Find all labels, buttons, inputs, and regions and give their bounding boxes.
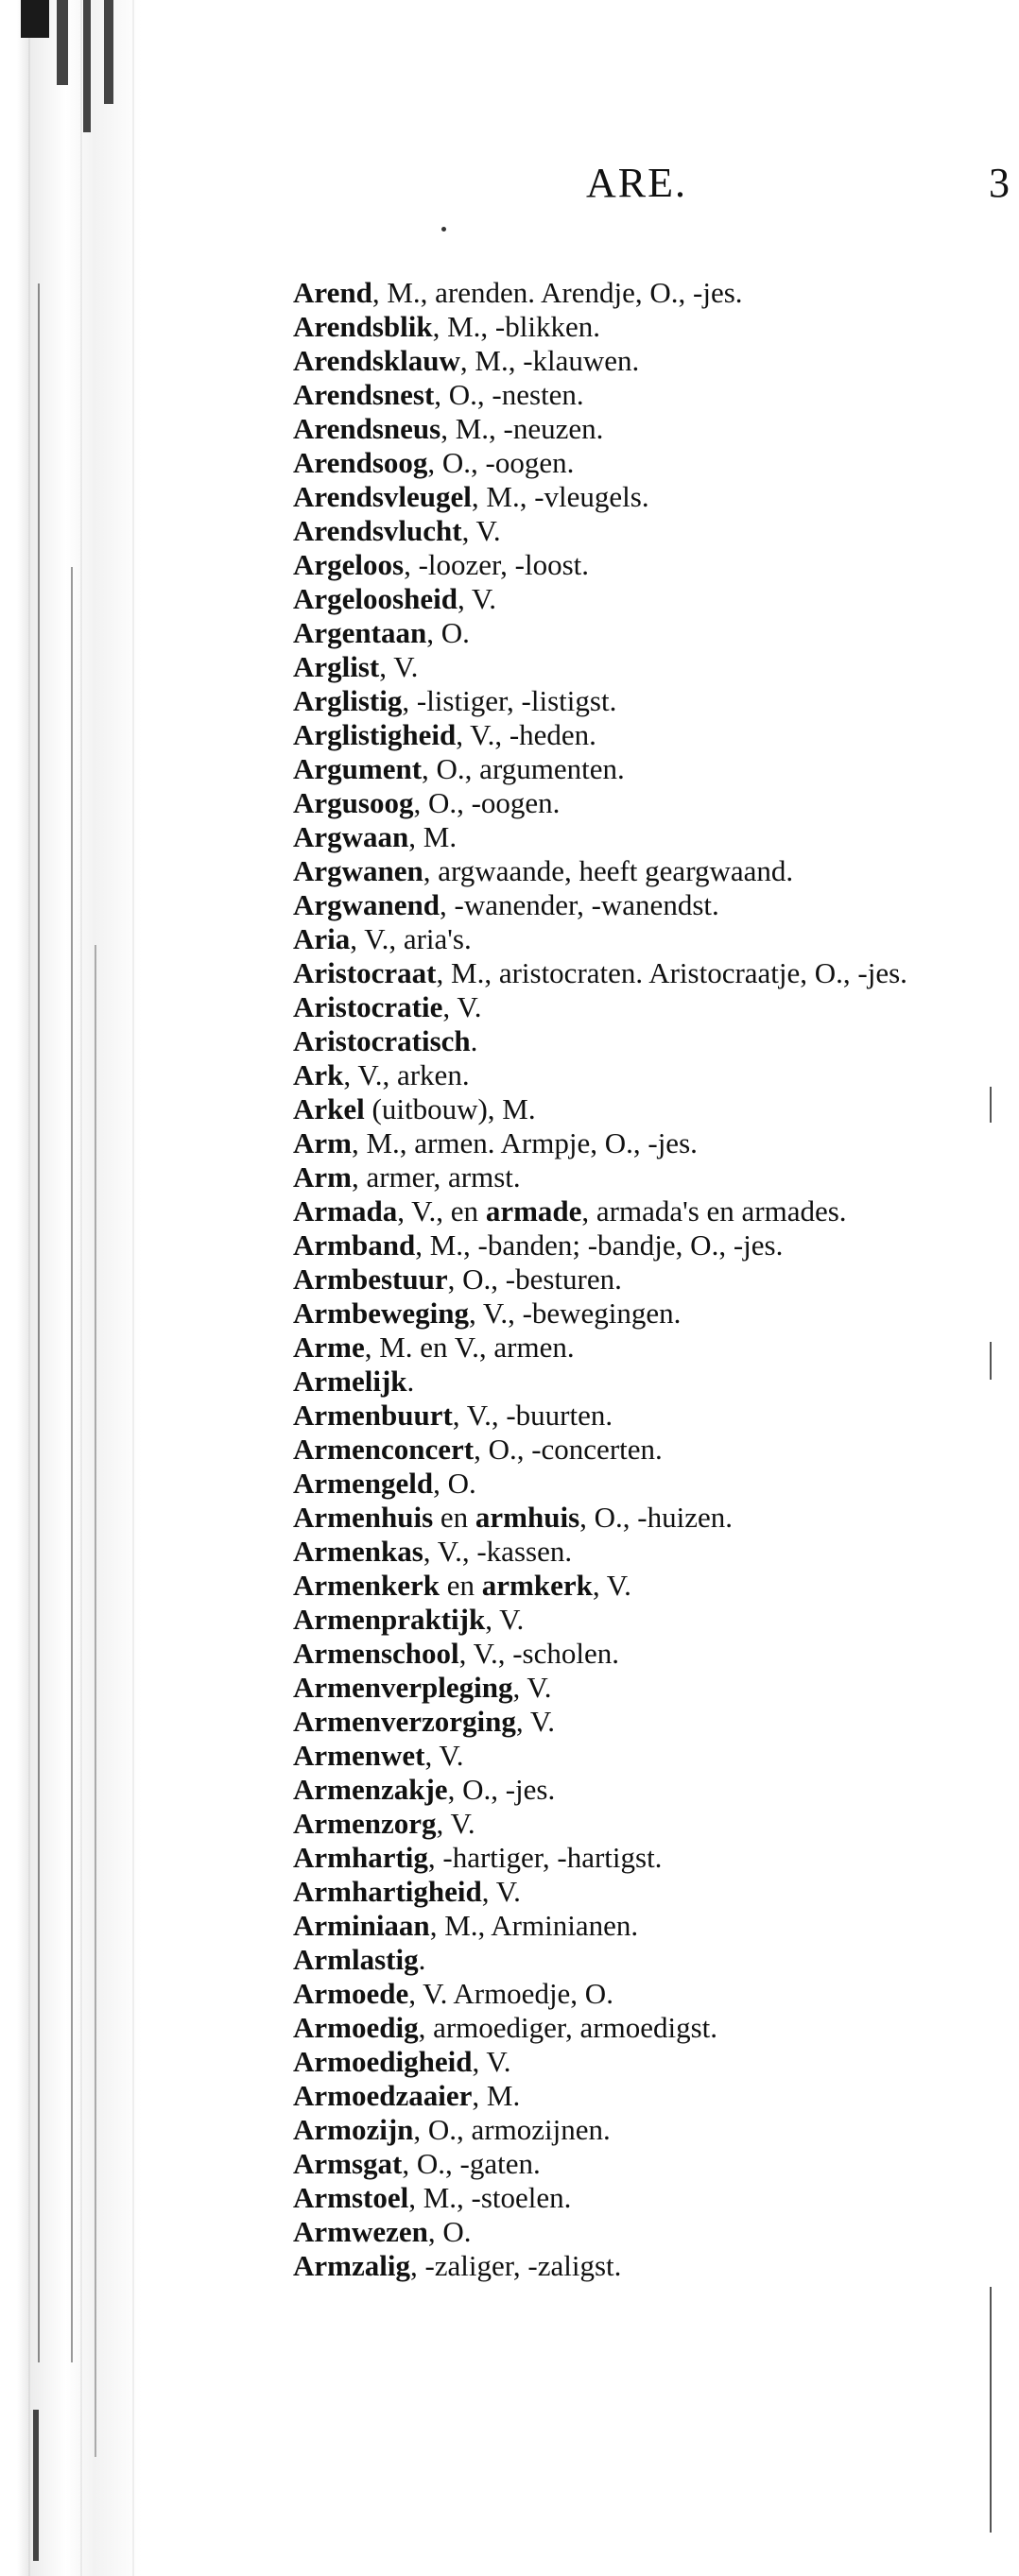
entry-definition: , V. bbox=[481, 1875, 521, 1908]
entry-definition: , O. bbox=[433, 1467, 476, 1500]
dictionary-entry bbox=[293, 548, 988, 582]
entry-definition: , V., -heden. bbox=[456, 718, 596, 751]
entry-headword: Argwanen bbox=[293, 854, 423, 887]
dictionary-entry bbox=[293, 1194, 988, 1228]
dictionary-entry bbox=[293, 310, 988, 344]
dictionary-entry bbox=[293, 1637, 988, 1671]
entry-definition: , armada's en armades. bbox=[581, 1194, 847, 1228]
entry-headword: Armwezen bbox=[293, 2215, 428, 2248]
entry-headword: Armoedig bbox=[293, 2011, 419, 2044]
entry-headword: Armzalig bbox=[293, 2249, 410, 2282]
dictionary-entry bbox=[293, 888, 988, 922]
entry-headword: Argwanend bbox=[293, 888, 440, 921]
entry-headword: Armband bbox=[293, 1228, 416, 1262]
entry-headword: Armenschool bbox=[293, 1637, 459, 1670]
dictionary-entry bbox=[293, 1126, 988, 1160]
entry-definition: , -zaliger, -zaligst. bbox=[409, 2249, 622, 2282]
entry-definition: , V. bbox=[592, 1569, 631, 1602]
entry-definition: . bbox=[406, 1365, 415, 1398]
entry-definition: , V. Armoedje, O. bbox=[408, 1977, 613, 2010]
entry-headword: Armoedigheid bbox=[293, 2045, 473, 2078]
entry-definition: , M., aristocraten. Aristocraatje, O., -jes. bbox=[436, 956, 907, 989]
binding-mark bbox=[33, 2410, 39, 2561]
dictionary-entry bbox=[293, 2045, 988, 2079]
entry-headword: Armlastig bbox=[293, 1943, 419, 1976]
entry-definition: , O., -concerten. bbox=[474, 1433, 663, 1466]
entry-definition: , M., armen. Armpje, O., -jes. bbox=[351, 1126, 698, 1159]
dictionary-entry bbox=[293, 1092, 988, 1126]
dictionary-entry bbox=[293, 820, 988, 854]
entry-definition: en bbox=[439, 1569, 482, 1602]
dictionary-entry bbox=[293, 1262, 988, 1297]
dictionary-entry bbox=[293, 480, 988, 514]
entry-headword: Argeloos bbox=[293, 548, 405, 581]
entry-variant-headword: armhuis bbox=[475, 1501, 580, 1534]
entry-headword: Arendsklauw bbox=[293, 344, 460, 377]
entry-definition: , armoediger, armoedigst. bbox=[418, 2011, 717, 2044]
binding-mark bbox=[57, 0, 68, 85]
dictionary-entry bbox=[293, 514, 988, 548]
entry-definition: , V. bbox=[457, 582, 497, 615]
entry-definition: , M., -banden; -bandje, O., -jes. bbox=[415, 1228, 784, 1262]
entry-definition: , V., -bewegingen. bbox=[468, 1297, 682, 1330]
binding-line bbox=[95, 945, 96, 2457]
dictionary-entry bbox=[293, 1024, 988, 1058]
dictionary-entry bbox=[293, 582, 988, 616]
entry-definition: , V., -buurten. bbox=[452, 1399, 613, 1432]
dictionary-entry bbox=[293, 1535, 988, 1569]
dictionary-entry bbox=[293, 684, 988, 718]
entry-headword: Arkel bbox=[293, 1092, 365, 1125]
entry-headword: Armenkas bbox=[293, 1535, 423, 1568]
entry-definition: , O., -oogen. bbox=[413, 786, 561, 819]
entry-definition: , M., -vleugels. bbox=[471, 480, 649, 513]
binding-mark bbox=[83, 0, 91, 132]
entry-headword: Armenverpleging bbox=[293, 1671, 513, 1704]
entry-headword: Armoede bbox=[293, 1977, 409, 2010]
entry-definition: . bbox=[470, 1024, 478, 1057]
entry-definition: , M. en V., armen. bbox=[364, 1331, 575, 1364]
dictionary-entry bbox=[293, 1297, 988, 1331]
ink-speck bbox=[441, 227, 446, 232]
dictionary-entry bbox=[293, 786, 988, 820]
entry-headword: Armenpraktijk bbox=[293, 1603, 486, 1636]
entry-headword: Argwaan bbox=[293, 820, 409, 853]
entry-headword: Armozijn bbox=[293, 2113, 414, 2146]
entry-definition: , -loozer, -loost. bbox=[404, 548, 589, 581]
entry-definition: , V. bbox=[379, 650, 419, 683]
entry-definition: , V., aria's. bbox=[350, 922, 472, 955]
dictionary-entry bbox=[293, 2011, 988, 2045]
entry-definition: , O., -jes. bbox=[447, 1773, 556, 1806]
entry-headword: Aristocratisch bbox=[293, 1024, 471, 1057]
entry-headword: Arendsoog bbox=[293, 446, 428, 479]
entry-headword: Arglistig bbox=[293, 684, 403, 717]
entry-headword: Argument bbox=[293, 752, 423, 785]
dictionary-entry bbox=[293, 854, 988, 888]
entry-headword: Armbestuur bbox=[293, 1262, 448, 1296]
dictionary-entry bbox=[293, 2249, 988, 2283]
entry-definition: , O., -oogen. bbox=[427, 446, 575, 479]
dictionary-entry bbox=[293, 446, 988, 480]
book-binding-edge bbox=[0, 0, 142, 2576]
entry-headword: Armengeld bbox=[293, 1467, 434, 1500]
dictionary-entry bbox=[293, 1943, 988, 1977]
entry-variant-headword: armade bbox=[485, 1194, 582, 1228]
entry-definition: , O., -nesten. bbox=[434, 378, 584, 411]
entry-definition: . bbox=[418, 1943, 426, 1976]
entry-headword: Arendsblik bbox=[293, 310, 433, 343]
dictionary-entry bbox=[293, 2079, 988, 2113]
entry-headword: Arendsvlucht bbox=[293, 514, 462, 547]
entry-headword: Armelijk bbox=[293, 1365, 407, 1398]
margin-rule bbox=[990, 1087, 992, 1123]
entry-definition: , V., -scholen. bbox=[458, 1637, 620, 1670]
entry-headword: Arglistigheid bbox=[293, 718, 457, 751]
entry-variant-headword: armkerk bbox=[481, 1569, 593, 1602]
entry-headword: Armstoel bbox=[293, 2181, 409, 2214]
dictionary-entry bbox=[293, 1399, 988, 1433]
dictionary-entry-list bbox=[293, 276, 988, 2283]
dictionary-entry bbox=[293, 412, 988, 446]
entry-headword: Aristocratie bbox=[293, 990, 443, 1023]
entry-definition: , -wanender, -wanendst. bbox=[440, 888, 719, 921]
dictionary-entry bbox=[293, 2181, 988, 2215]
entry-definition: , M., -stoelen. bbox=[408, 2181, 572, 2214]
entry-headword: Armenverzorging bbox=[293, 1705, 516, 1738]
entry-headword: Armoedzaaier bbox=[293, 2079, 473, 2112]
entry-headword: Armbeweging bbox=[293, 1297, 469, 1330]
dictionary-entry bbox=[293, 616, 988, 650]
entry-definition: , O., -huizen. bbox=[579, 1501, 733, 1534]
dictionary-entry bbox=[293, 2147, 988, 2181]
entry-definition: , argwaande, heeft geargwaand. bbox=[423, 854, 794, 887]
entry-definition: , V. bbox=[461, 514, 501, 547]
entry-definition: , M., -blikken. bbox=[432, 310, 600, 343]
dictionary-entry bbox=[293, 990, 988, 1024]
entry-definition: , O., -besturen. bbox=[447, 1262, 622, 1296]
dictionary-entry bbox=[293, 276, 988, 310]
entry-headword: Arend bbox=[293, 276, 372, 309]
entry-headword: Armsgat bbox=[293, 2147, 403, 2180]
entry-definition: , M., Arminianen. bbox=[429, 1909, 639, 1942]
binding-line bbox=[71, 567, 73, 2362]
entry-headword: Ark bbox=[293, 1058, 344, 1091]
dictionary-entry bbox=[293, 752, 988, 786]
dictionary-entry bbox=[293, 718, 988, 752]
entry-headword: Arglist bbox=[293, 650, 380, 683]
dictionary-entry bbox=[293, 1331, 988, 1365]
entry-definition: , V. bbox=[424, 1739, 464, 1772]
entry-definition: , -hartiger, -hartigst. bbox=[427, 1841, 663, 1874]
dictionary-entry bbox=[293, 1603, 988, 1637]
entry-headword: Aria bbox=[293, 922, 351, 955]
dictionary-entry bbox=[293, 1501, 988, 1535]
entry-definition: , M. bbox=[472, 2079, 521, 2112]
dictionary-entry bbox=[293, 378, 988, 412]
entry-headword: Arminiaan bbox=[293, 1909, 430, 1942]
dictionary-entry bbox=[293, 956, 988, 990]
dictionary-entry bbox=[293, 344, 988, 378]
dictionary-entry bbox=[293, 1841, 988, 1875]
entry-headword: Armenhuis bbox=[293, 1501, 434, 1534]
margin-rule bbox=[990, 1342, 992, 1380]
entry-definition: , -listiger, -listigst. bbox=[402, 684, 617, 717]
dictionary-entry bbox=[293, 922, 988, 956]
dictionary-entry bbox=[293, 1433, 988, 1467]
entry-definition: (uitbouw), M. bbox=[364, 1092, 536, 1125]
entry-headword: Armenzorg bbox=[293, 1807, 437, 1840]
dictionary-entry bbox=[293, 1467, 988, 1501]
entry-headword: Arme bbox=[293, 1331, 365, 1364]
entry-definition: , V. bbox=[442, 990, 482, 1023]
entry-headword: Aristocraat bbox=[293, 956, 437, 989]
entry-definition: , M., -neuzen. bbox=[440, 412, 604, 445]
entry-definition: , V., arken. bbox=[343, 1058, 470, 1091]
entry-definition: , V. bbox=[485, 1603, 525, 1636]
entry-headword: Argentaan bbox=[293, 616, 427, 649]
entry-headword: Arendsneus bbox=[293, 412, 441, 445]
entry-definition: , M., arenden. Arendje, O., -jes. bbox=[371, 276, 743, 309]
dictionary-entry bbox=[293, 1909, 988, 1943]
entry-headword: Arendsnest bbox=[293, 378, 435, 411]
dictionary-entry bbox=[293, 1569, 988, 1603]
binding-mark bbox=[104, 0, 113, 104]
entry-headword: Armenzakje bbox=[293, 1773, 448, 1806]
entry-definition: , V. bbox=[472, 2045, 511, 2078]
entry-definition: , M. bbox=[408, 820, 458, 853]
dictionary-entry bbox=[293, 1671, 988, 1705]
dictionary-entry bbox=[293, 1160, 988, 1194]
entry-definition: , O., armozijnen. bbox=[413, 2113, 611, 2146]
binding-line bbox=[38, 283, 40, 2362]
dictionary-entry bbox=[293, 2113, 988, 2147]
entry-definition: , O. bbox=[427, 2215, 472, 2248]
dictionary-entry bbox=[293, 1058, 988, 1092]
dictionary-entry bbox=[293, 1875, 988, 1909]
entry-definition: , V., -kassen. bbox=[423, 1535, 573, 1568]
entry-definition: , V. bbox=[515, 1705, 555, 1738]
entry-headword: Armenbuurt bbox=[293, 1399, 453, 1432]
page-number: 3 bbox=[989, 160, 1010, 206]
margin-rule bbox=[990, 2287, 992, 2533]
entry-definition: , armer, armst. bbox=[351, 1160, 521, 1194]
entry-headword: Argusoog bbox=[293, 786, 414, 819]
entry-headword: Armada bbox=[293, 1194, 398, 1228]
entry-headword: Armhartig bbox=[293, 1841, 428, 1874]
binding-shadow bbox=[21, 0, 49, 38]
entry-headword: Armenkerk bbox=[293, 1569, 440, 1602]
dictionary-entry bbox=[293, 650, 988, 684]
entry-definition: en bbox=[433, 1501, 475, 1534]
entry-definition: , O. bbox=[426, 616, 470, 649]
running-head: ARE. bbox=[586, 160, 687, 206]
entry-definition: , V. bbox=[436, 1807, 475, 1840]
entry-definition: , V., en bbox=[397, 1194, 486, 1228]
entry-headword: Armenconcert bbox=[293, 1433, 475, 1466]
entry-headword: Armhartigheid bbox=[293, 1875, 482, 1908]
dictionary-entry bbox=[293, 1705, 988, 1739]
entry-headword: Arm bbox=[293, 1160, 352, 1194]
entry-headword: Armenwet bbox=[293, 1739, 425, 1772]
dictionary-entry bbox=[293, 1807, 988, 1841]
dictionary-entry bbox=[293, 2215, 988, 2249]
entry-definition: , M., -klauwen. bbox=[459, 344, 640, 377]
dictionary-entry bbox=[293, 1977, 988, 2011]
entry-definition: , O., -gaten. bbox=[402, 2147, 541, 2180]
entry-definition: , O., argumenten. bbox=[422, 752, 625, 785]
entry-headword: Arendsvleugel bbox=[293, 480, 472, 513]
dictionary-entry bbox=[293, 1228, 988, 1262]
dictionary-entry bbox=[293, 1739, 988, 1773]
entry-headword: Argeloosheid bbox=[293, 582, 458, 615]
entry-definition: , V. bbox=[512, 1671, 552, 1704]
entry-headword: Arm bbox=[293, 1126, 352, 1159]
dictionary-entry bbox=[293, 1365, 988, 1399]
dictionary-entry bbox=[293, 1773, 988, 1807]
